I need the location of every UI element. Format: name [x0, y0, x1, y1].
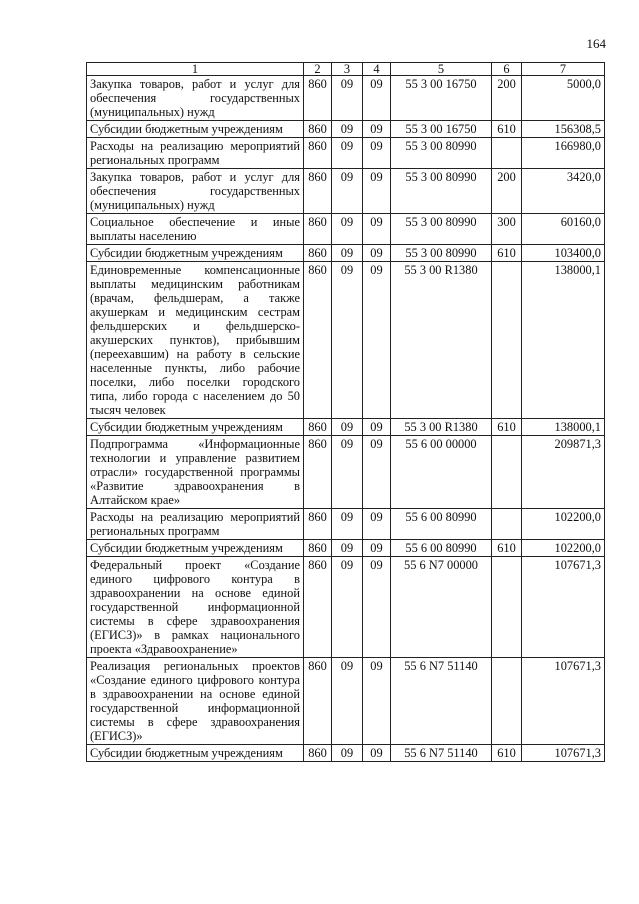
table-row	[87, 509, 605, 540]
row-target-article: 55 3 00 16750	[391, 76, 492, 121]
row-subsection: 09	[363, 745, 391, 762]
table-row	[87, 76, 605, 121]
row-target-article: 55 6 00 80990	[391, 509, 492, 540]
page-number: 164	[586, 36, 606, 51]
row-amount: 209871,3	[522, 436, 605, 509]
row-amount: 166980,0	[522, 138, 605, 169]
header-col-2: 2	[304, 63, 332, 76]
row-target-article: 55 3 00 80990	[391, 138, 492, 169]
row-name: Субсидии бюджетным учреждениям	[87, 540, 304, 557]
row-ministry-code: 860	[304, 745, 332, 762]
table-row	[87, 138, 605, 169]
row-expense-type: 610	[492, 121, 522, 138]
row-section: 09	[332, 169, 363, 214]
row-subsection: 09	[363, 509, 391, 540]
row-ministry-code: 860	[304, 557, 332, 658]
row-subsection: 09	[363, 138, 391, 169]
row-target-article: 55 6 00 80990	[391, 540, 492, 557]
row-name: Федеральный проект «Создание единого цифрового контура в здравоохранении на основе единой государственной информационной системы в сфере здравоохранения (ЕГИСЗ)» в рамках национального проекта «Здравоохранение»	[87, 557, 304, 658]
table-row	[87, 436, 605, 509]
row-name: Закупка товаров, работ и услуг для обеспечения государственных (муниципальных) нужд	[87, 76, 304, 121]
row-target-article: 55 6 N7 00000	[391, 557, 492, 658]
table-row	[87, 745, 605, 762]
row-subsection: 09	[363, 76, 391, 121]
row-amount: 3420,0	[522, 169, 605, 214]
row-subsection: 09	[363, 262, 391, 419]
row-section: 09	[332, 121, 363, 138]
table-header-row	[87, 63, 605, 76]
row-amount: 5000,0	[522, 76, 605, 121]
row-expense-type: 610	[492, 245, 522, 262]
table-row	[87, 540, 605, 557]
row-name: Подпрограмма «Информационные технологии и управление развитием отрасли» государственной программы «Развитие здравоохранения в Алтайском крае»	[87, 436, 304, 509]
row-target-article: 55 3 00 16750	[391, 121, 492, 138]
row-section: 09	[332, 436, 363, 509]
row-expense-type: 300	[492, 214, 522, 245]
row-subsection: 09	[363, 419, 391, 436]
row-target-article: 55 6 N7 51140	[391, 658, 492, 745]
row-target-article: 55 3 00 80990	[391, 245, 492, 262]
row-amount: 60160,0	[522, 214, 605, 245]
row-expense-type	[492, 138, 522, 169]
row-ministry-code: 860	[304, 245, 332, 262]
row-ministry-code: 860	[304, 121, 332, 138]
row-name: Расходы на реализацию мероприятий региональных программ	[87, 509, 304, 540]
row-name: Субсидии бюджетным учреждениям	[87, 245, 304, 262]
row-subsection: 09	[363, 540, 391, 557]
row-section: 09	[332, 214, 363, 245]
row-subsection: 09	[363, 121, 391, 138]
row-section: 09	[332, 557, 363, 658]
row-name: Субсидии бюджетным учреждениям	[87, 745, 304, 762]
table-row	[87, 121, 605, 138]
row-expense-type: 610	[492, 540, 522, 557]
row-name: Закупка товаров, работ и услуг для обеспечения государственных (муниципальных) нужд	[87, 169, 304, 214]
row-target-article: 55 3 00 R1380	[391, 419, 492, 436]
header-col-3: 3	[332, 63, 363, 76]
row-name: Реализация региональных проектов «Создание единого цифрового контура в здравоохранении на основе единой государственной информационной системы в сфере здравоохранения (ЕГИСЗ)»	[87, 658, 304, 745]
row-ministry-code: 860	[304, 540, 332, 557]
row-section: 09	[332, 540, 363, 557]
row-ministry-code: 860	[304, 138, 332, 169]
table-row	[87, 245, 605, 262]
row-ministry-code: 860	[304, 76, 332, 121]
row-expense-type	[492, 262, 522, 419]
row-name: Социальное обеспечение и иные выплаты населению	[87, 214, 304, 245]
table-row	[87, 658, 605, 745]
row-section: 09	[332, 658, 363, 745]
row-expense-type	[492, 436, 522, 509]
row-expense-type: 200	[492, 169, 522, 214]
row-name: Единовременные компенсационные выплаты медицинским работникам (врачам, фельдшерам, а также акушеркам и медицинским сестрам фельдшерских и фельдшерско-акушерских пунктов), прибывшим (переехавшим) на работу в сельские населенные пункты, либо рабочие поселки, либо поселки городского типа, либо города с населением до 50 тысяч человек	[87, 262, 304, 419]
row-section: 09	[332, 509, 363, 540]
row-amount: 156308,5	[522, 121, 605, 138]
row-subsection: 09	[363, 658, 391, 745]
row-amount: 102200,0	[522, 540, 605, 557]
row-name: Расходы на реализацию мероприятий региональных программ	[87, 138, 304, 169]
header-col-4: 4	[363, 63, 391, 76]
row-amount: 107671,3	[522, 745, 605, 762]
header-col-6: 6	[492, 63, 522, 76]
budget-table	[86, 62, 605, 762]
row-section: 09	[332, 745, 363, 762]
row-amount: 107671,3	[522, 557, 605, 658]
row-subsection: 09	[363, 214, 391, 245]
row-ministry-code: 860	[304, 658, 332, 745]
row-subsection: 09	[363, 557, 391, 658]
row-subsection: 09	[363, 169, 391, 214]
row-amount: 103400,0	[522, 245, 605, 262]
row-amount: 102200,0	[522, 509, 605, 540]
table-row	[87, 169, 605, 214]
row-section: 09	[332, 419, 363, 436]
row-ministry-code: 860	[304, 262, 332, 419]
row-name: Субсидии бюджетным учреждениям	[87, 121, 304, 138]
row-amount: 138000,1	[522, 419, 605, 436]
row-ministry-code: 860	[304, 214, 332, 245]
row-target-article: 55 6 N7 51140	[391, 745, 492, 762]
row-target-article: 55 3 00 80990	[391, 169, 492, 214]
row-subsection: 09	[363, 245, 391, 262]
row-subsection: 09	[363, 436, 391, 509]
header-col-7: 7	[522, 63, 605, 76]
row-expense-type	[492, 658, 522, 745]
table-row	[87, 262, 605, 419]
table-row	[87, 214, 605, 245]
row-section: 09	[332, 138, 363, 169]
row-section: 09	[332, 76, 363, 121]
row-ministry-code: 860	[304, 436, 332, 509]
row-expense-type: 610	[492, 419, 522, 436]
row-amount: 107671,3	[522, 658, 605, 745]
row-section: 09	[332, 262, 363, 419]
row-target-article: 55 3 00 R1380	[391, 262, 492, 419]
row-ministry-code: 860	[304, 169, 332, 214]
row-expense-type	[492, 557, 522, 658]
row-expense-type: 610	[492, 745, 522, 762]
row-ministry-code: 860	[304, 509, 332, 540]
table-row	[87, 557, 605, 658]
row-expense-type	[492, 509, 522, 540]
header-col-1: 1	[87, 63, 304, 76]
row-ministry-code: 860	[304, 419, 332, 436]
row-section: 09	[332, 245, 363, 262]
row-expense-type: 200	[492, 76, 522, 121]
row-target-article: 55 3 00 80990	[391, 214, 492, 245]
row-name: Субсидии бюджетным учреждениям	[87, 419, 304, 436]
row-amount: 138000,1	[522, 262, 605, 419]
header-col-5: 5	[391, 63, 492, 76]
table-row	[87, 419, 605, 436]
row-target-article: 55 6 00 00000	[391, 436, 492, 509]
